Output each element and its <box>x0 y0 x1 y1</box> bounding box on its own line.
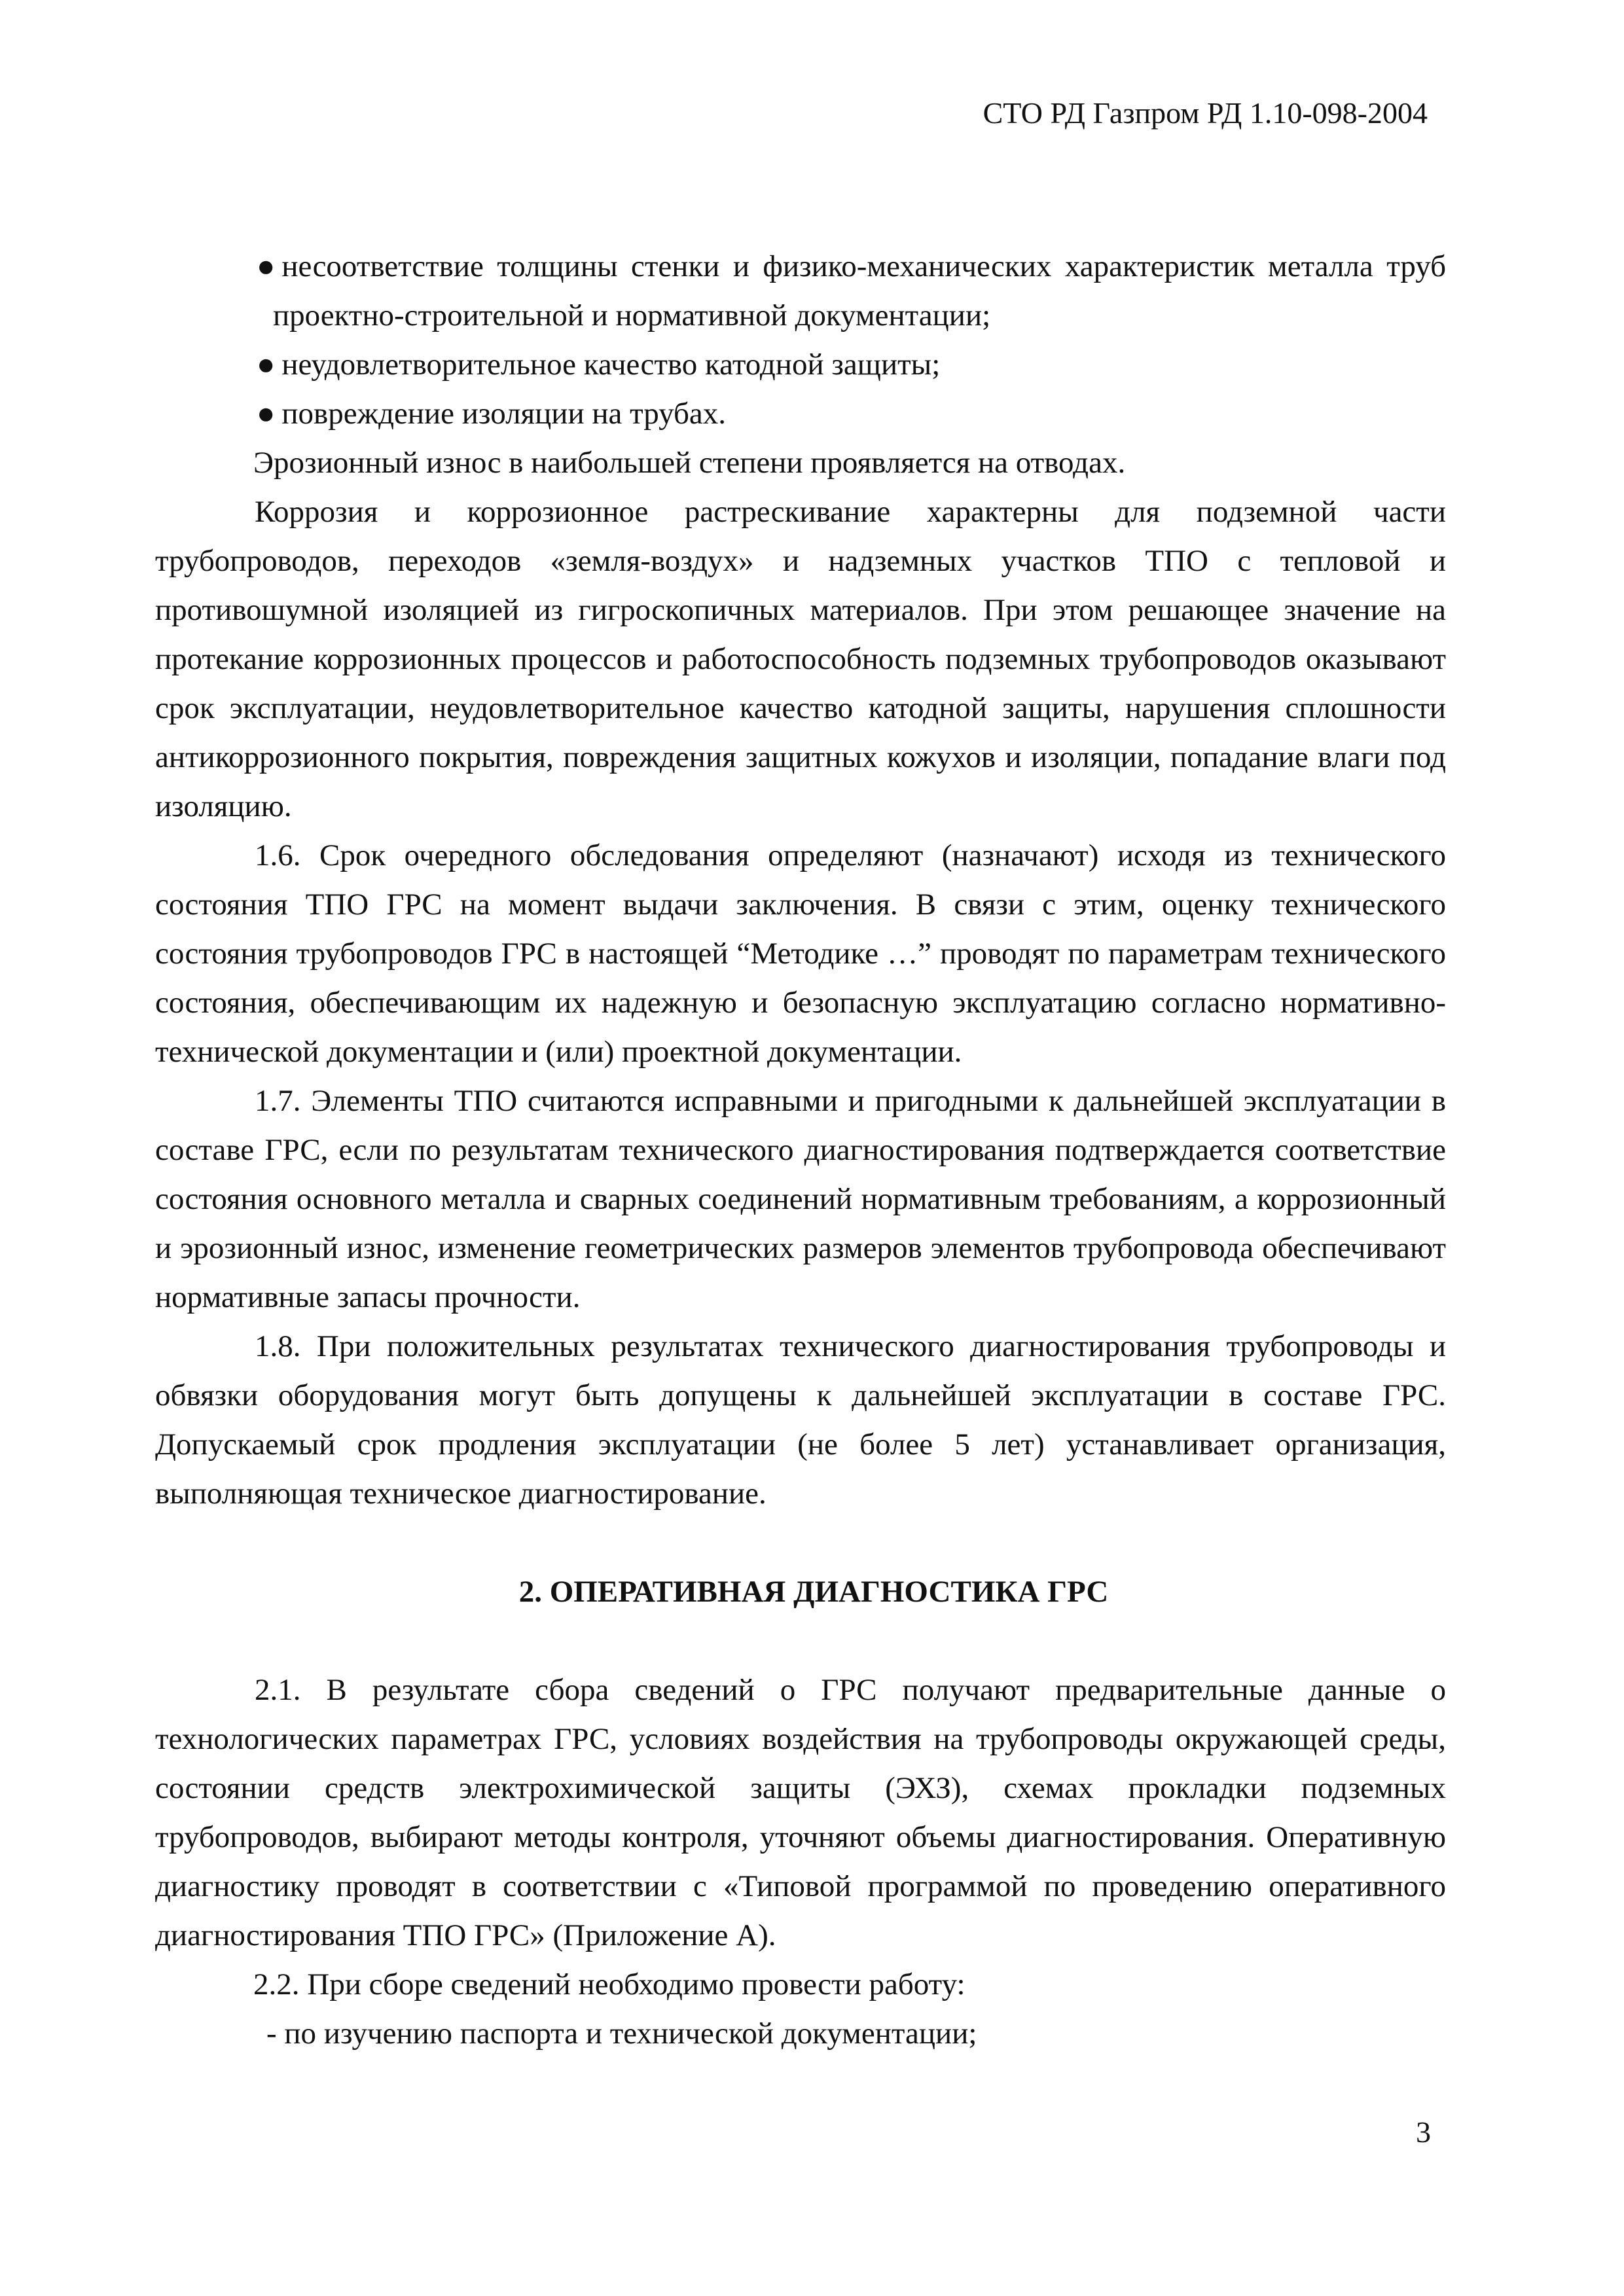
paragraph-erosion: Эрозионный износ в наибольшей степени проявляется на отводах. <box>253 446 1126 480</box>
paragraph-corrosion: Коррозия и коррозионное растрескивание характерны для подземной части трубопроводов, переходов «земля-воздух» и надземных участков ТПО с тепловой и противошумной изоляцией из гигроскопичных материалов. При этом решающее значение на протекание коррозионных процессов и работоспособность подземных трубопроводов оказывают срок эксплуатации, неудовлетворительное качество катодной защиты, нарушения сплошности антикоррозионного покрытия, повреждения защитных кожухов и изоляции, попадание влаги под изоляцию. <box>155 495 1446 823</box>
document-code-header: СТО РД Газпром РД 1.10-098-2004 <box>983 96 1428 130</box>
paragraph-1-7: 1.7. Элементы ТПО считаются исправными и пригодными к дальнейшей эксплуатации в составе ГРС, если по результатам технического диагностирования подтверждается соответствие состояния основного металла и сварных соединений нормативным требованиям, а коррозионный и эрозионный износ, изменение геометрических размеров элементов трубопровода обеспечивают нормативные запасы прочности. <box>155 1084 1446 1314</box>
paragraph-2-2: 2.2. При сборе сведений необходимо провести работу: <box>253 1967 965 2001</box>
paragraph-1-8: 1.8. При положительных результатах технического диагностирования трубопроводы и обвязки оборудования могут быть допущены к дальнейшей эксплуатации в составе ГРС. Допускаемый срок продления эксплуатации (не более 5 лет) устанавливает организация, выполняющая техническое диагностирование. <box>155 1329 1446 1511</box>
list-item: - по изучению паспорта и технической документации; <box>266 2017 977 2051</box>
paragraph-1-6: 1.6. Срок очередного обследования определяют (назначают) исходя из технического состояния ТПО ГРС на момент выдачи заключения. В связи с этим, оценку технического состояния трубопроводов ГРС в настоящей “Методике …” проводят по параметрам технического состояния, обеспечивающим их надежную и безопасную эксплуатацию согласно нормативно-технической документации и (или) проектной документации. <box>155 838 1446 1069</box>
bullet-item <box>155 340 1446 389</box>
bullet-text: неудовлетворительное качество катодной защиты; <box>281 348 941 382</box>
bullet-item <box>155 242 1446 340</box>
bullet-text: повреждение изоляции на трубах. <box>281 397 727 431</box>
document-body <box>155 242 1446 2058</box>
paragraph-2-1: 2.1. В результате сбора сведений о ГРС получают предварительные данные о технологических параметрах ГРС, условиях воздействия на трубопроводы окружающей среды, состоянии средств электрохимической защиты (ЭХЗ), схемах прокладки подземных трубопроводов, выбирают методы контроля, уточняют объемы диагностирования. Оперативную диагностику проводят в соответствии с «Типовой программой по проведению оперативного диагностирования ТПО ГРС» (Приложение А). <box>155 1673 1446 1952</box>
bullet-item <box>155 389 1446 439</box>
page-number: 3 <box>1416 2115 1431 2149</box>
bullet-dot-icon: ● <box>257 249 276 283</box>
bullet-text: несоответствие толщины стенки и физико-механических характеристик металла труб проектно-строительной и нормативной документации; <box>273 249 1446 332</box>
bullet-dot-icon: ● <box>257 348 276 382</box>
section-2-title: 2. ОПЕРАТИВНАЯ ДИАГНОСТИКА ГРС <box>518 1575 1109 1609</box>
bullet-dot-icon: ● <box>257 397 276 431</box>
